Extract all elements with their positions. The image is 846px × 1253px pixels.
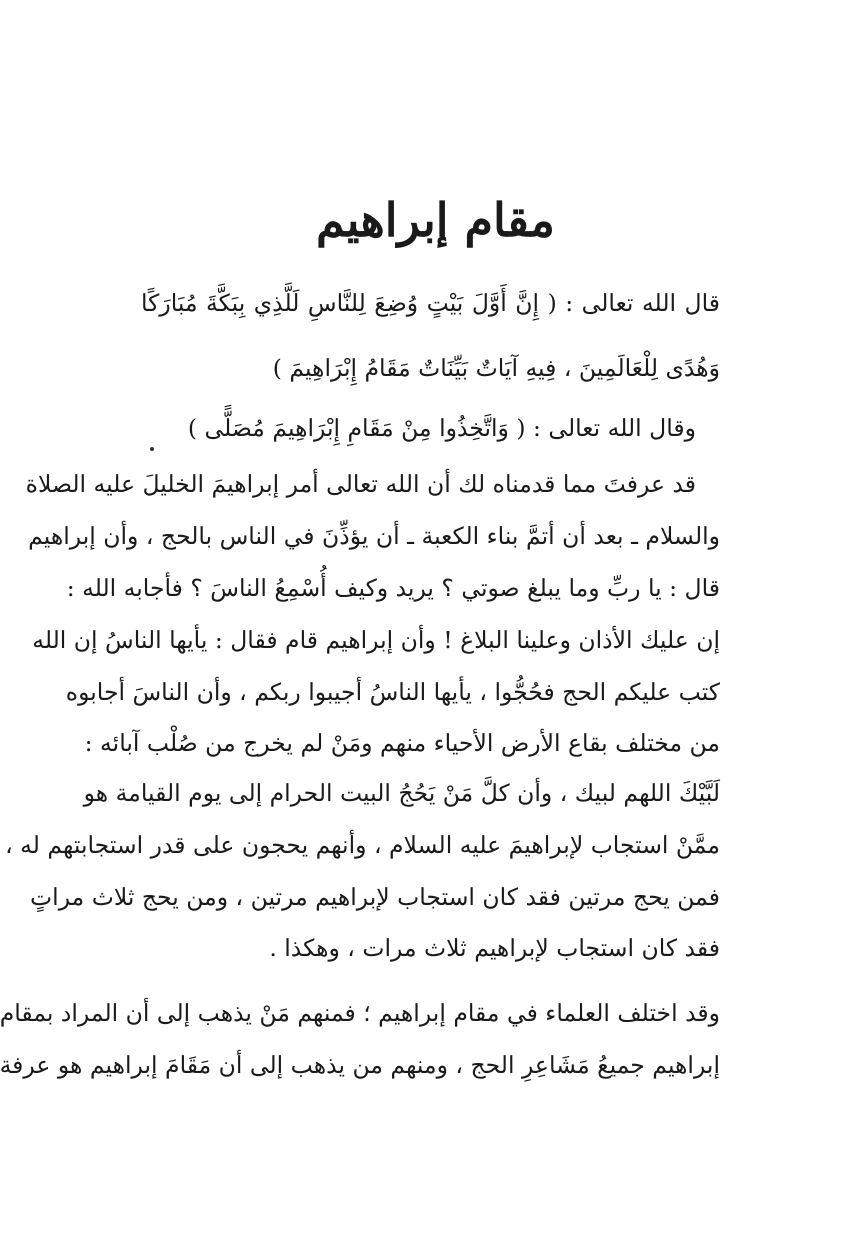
verse-line-2: وَهُدًى لِلْعَالَمِينَ ، فِيهِ آيَاتٌ بَيِّنَاتٌ مَقَامُ إِبْرَاهِيمَ ) bbox=[272, 354, 720, 382]
paragraph-1-line-1: قد عرفتَ مما قدمناه لك أن الله تعالى أمر إبراهيمَ الخليلَ عليه الصلاة bbox=[25, 470, 696, 498]
paragraph-1-line-3: قال : يا ربِّ وما يبلغ صوتي ؟ يريد وكيف أُسْمِعُ الناسَ ؟ فأجابه الله : bbox=[66, 574, 720, 602]
paragraph-1-line-7: لَبَّيْكَ اللهم لبيك ، وأن كلَّ مَنْ يَحُجُ البيت الحرام إلى يوم القيامة هو bbox=[83, 779, 720, 807]
paragraph-1-line-6: من مختلف بقاع الأرض الأحياء منهم ومَنْ لم يخرج من صُلْب آبائه : bbox=[84, 729, 720, 757]
paragraph-1-line-2: والسلام ـ بعد أن أتمَّ بناء الكعبة ـ أن يؤذِّنَ في الناس بالحج ، وأن إبراهيم bbox=[28, 522, 720, 550]
chapter-title: مقام إبراهيم bbox=[316, 193, 555, 247]
paragraph-1-line-8: ممَّنْ استجاب لإبراهيمَ عليه السلام ، وأنهم يحجون على قدر استجابتهم له ، bbox=[5, 831, 720, 859]
stray-mark bbox=[150, 447, 154, 451]
verse-line-3: وقال الله تعالى : ( وَاتَّخِذُوا مِنْ مَقَامِ إِبْرَاهِيمَ مُصَلًّى ) bbox=[187, 414, 696, 442]
paragraph-1-line-4: إن عليك الأذان وعلينا البلاغ ! وأن إبراهيم قام فقال : يأيها الناسُ إن الله bbox=[32, 626, 720, 654]
paragraph-1-line-9: فمن يحج مرتين فقد كان استجاب لإبراهيم مرتين ، ومن يحج ثلاث مراتٍ bbox=[30, 883, 720, 911]
verse-line-1: قال الله تعالى : ( إِنَّ أَوَّلَ بَيْتٍ وُضِعَ لِلنَّاسِ لَلَّذِي بِبَكَّةَ مُبَارَكًا bbox=[141, 289, 720, 317]
paragraph-1-line-10: فقد كان استجاب لإبراهيم ثلاث مرات ، وهكذا . bbox=[269, 934, 720, 962]
paragraph-2-line-1: وقد اختلف العلماء في مقام إبراهيم ؛ فمنهم مَنْ يذهب إلى أن المراد بمقام bbox=[0, 999, 720, 1027]
paragraph-2-line-2: إبراهيم جميعُ مَشَاعِرِ الحج ، ومنهم من يذهب إلى أن مَقَامَ إبراهيم هو عرفة bbox=[0, 1051, 720, 1079]
paragraph-1-line-5: كتب عليكم الحج فحُجُّوا ، يأيها الناسُ أجيبوا ربكم ، وأن الناسَ أجابوه bbox=[65, 678, 720, 706]
